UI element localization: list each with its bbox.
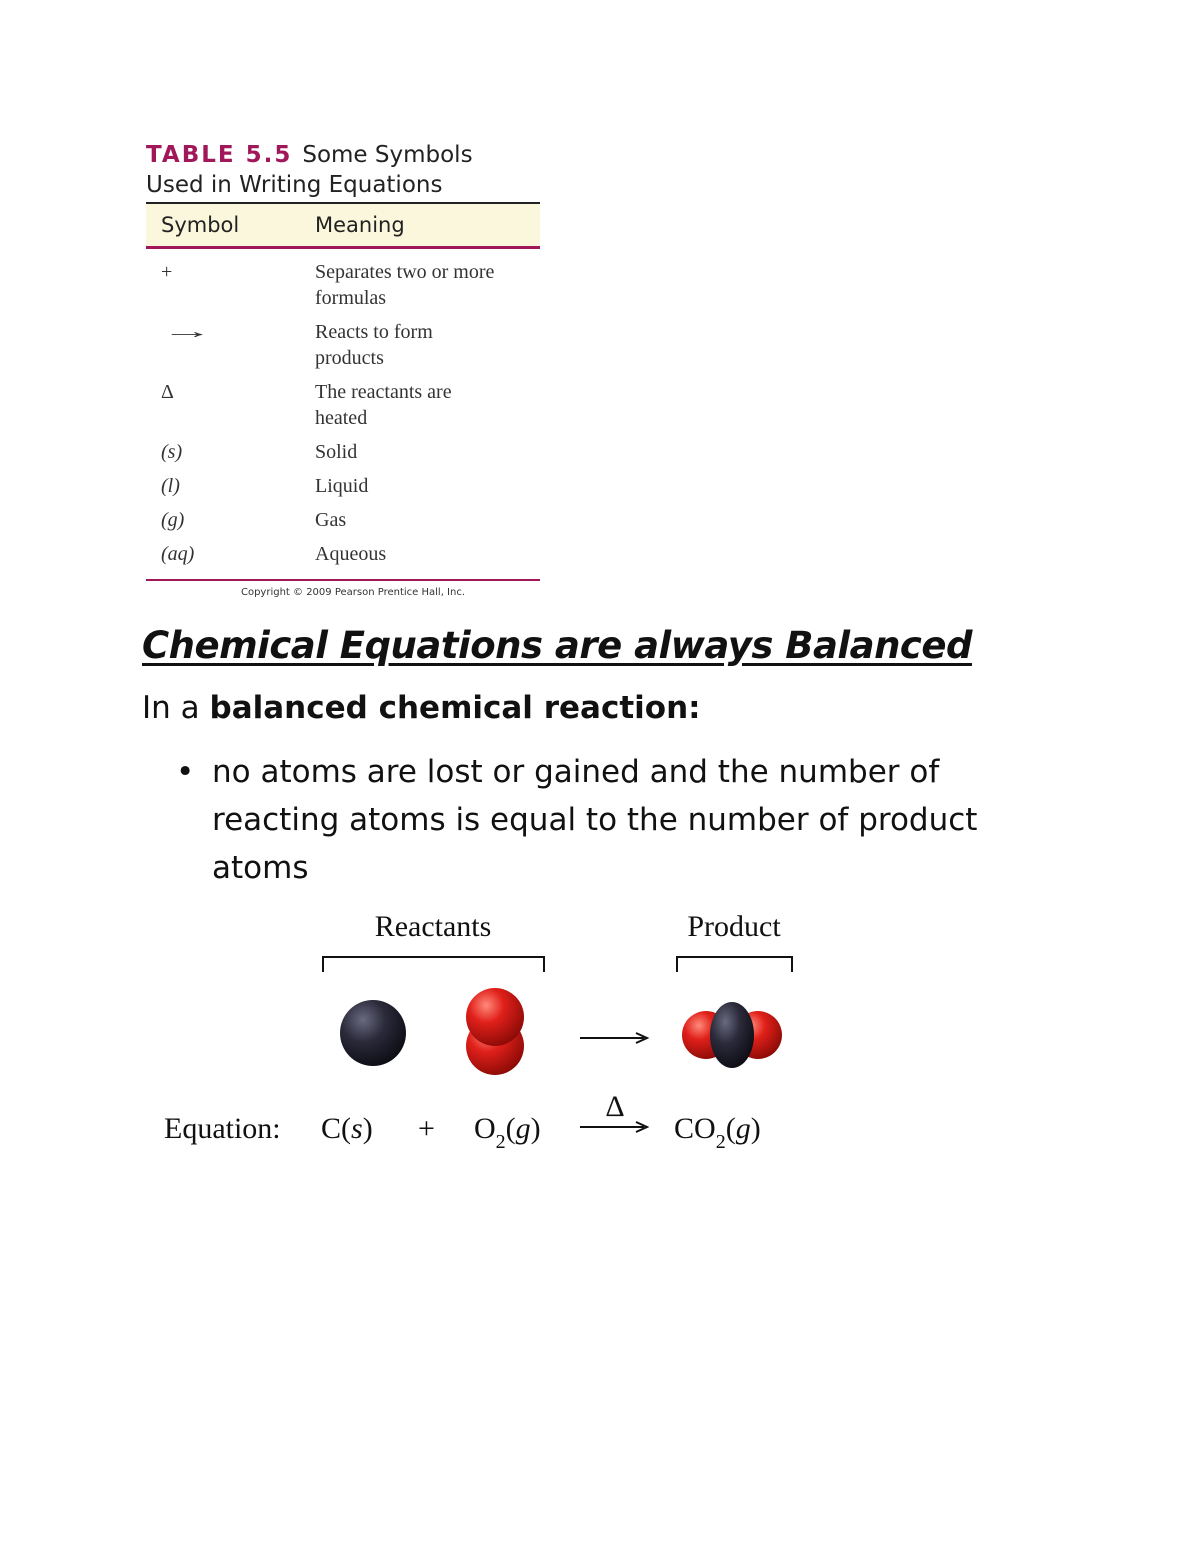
symbol-cell: Δ — [161, 381, 174, 403]
meaning-cell: The reactants are heated — [315, 381, 452, 429]
bullet-list — [142, 748, 1022, 892]
bullet-icon: • — [176, 754, 195, 790]
table-body — [146, 249, 540, 581]
header-symbol: Symbol — [161, 213, 240, 237]
list-item — [142, 748, 1022, 892]
reactants-bracket — [323, 957, 544, 972]
equation-label: Equation: — [164, 1112, 281, 1145]
product-term: $CO_2(g)$ — [674, 1112, 761, 1153]
header-meaning: Meaning — [315, 213, 405, 237]
reaction-diagram — [150, 900, 830, 1170]
carbon-term: C(s) — [321, 1112, 373, 1145]
meaning-cell: Solid — [315, 441, 358, 463]
plus-sign: + — [418, 1112, 435, 1145]
arrow-icon: → — [161, 321, 213, 343]
symbol-cell: (aq) — [161, 543, 195, 565]
carbon-atom-icon — [710, 1002, 754, 1068]
table-caption — [146, 140, 540, 200]
delta-symbol: Δ — [605, 1090, 625, 1123]
copyright-note: Copyright © 2009 Pearson Prentice Hall, Inc. — [240, 587, 466, 598]
table-row — [146, 439, 540, 465]
table-row — [146, 319, 540, 371]
reaction-figure — [150, 900, 830, 1170]
intro-prefix: In a — [142, 690, 210, 726]
table-row — [146, 473, 540, 499]
table-header-row — [146, 202, 540, 249]
table-row — [146, 259, 540, 311]
table-row — [146, 507, 540, 533]
symbol-cell: (g) — [161, 509, 185, 531]
symbol-cell — [146, 319, 315, 371]
table-number: TABLE 5.5 — [146, 142, 293, 168]
intro-line — [142, 690, 701, 726]
meaning-cell: Aqueous — [315, 543, 387, 565]
meaning-cell: Gas — [315, 509, 347, 531]
symbol-cell: (l) — [161, 475, 180, 497]
intro-bold: balanced chemical reaction: — [209, 690, 701, 726]
symbol-cell: + — [161, 261, 173, 283]
symbols-table — [146, 140, 540, 598]
section-heading: Chemical Equations are always Balanced — [142, 624, 972, 667]
table-row — [146, 379, 540, 431]
reactants-label: Reactants — [374, 910, 492, 943]
meaning-cell: Separates two or more formulas — [315, 261, 495, 309]
table-title-line1: Some Symbols — [302, 142, 473, 168]
table-row — [146, 541, 540, 567]
symbol-cell: (s) — [161, 441, 183, 463]
oxygen-atom-icon — [466, 988, 524, 1046]
product-bracket — [677, 957, 792, 972]
table-title-line2: Used in Writing Equations — [146, 172, 443, 198]
carbon-atom-icon — [340, 1000, 406, 1066]
meaning-cell: Reacts to form products — [315, 321, 433, 369]
oxygen-term: $O_2(g)$ — [474, 1112, 541, 1153]
bullet-text: no atoms are lost or gained and the number of reacting atoms is equal to the number of product atoms — [212, 754, 978, 886]
product-label: Product — [687, 910, 781, 943]
meaning-cell: Liquid — [315, 475, 369, 497]
